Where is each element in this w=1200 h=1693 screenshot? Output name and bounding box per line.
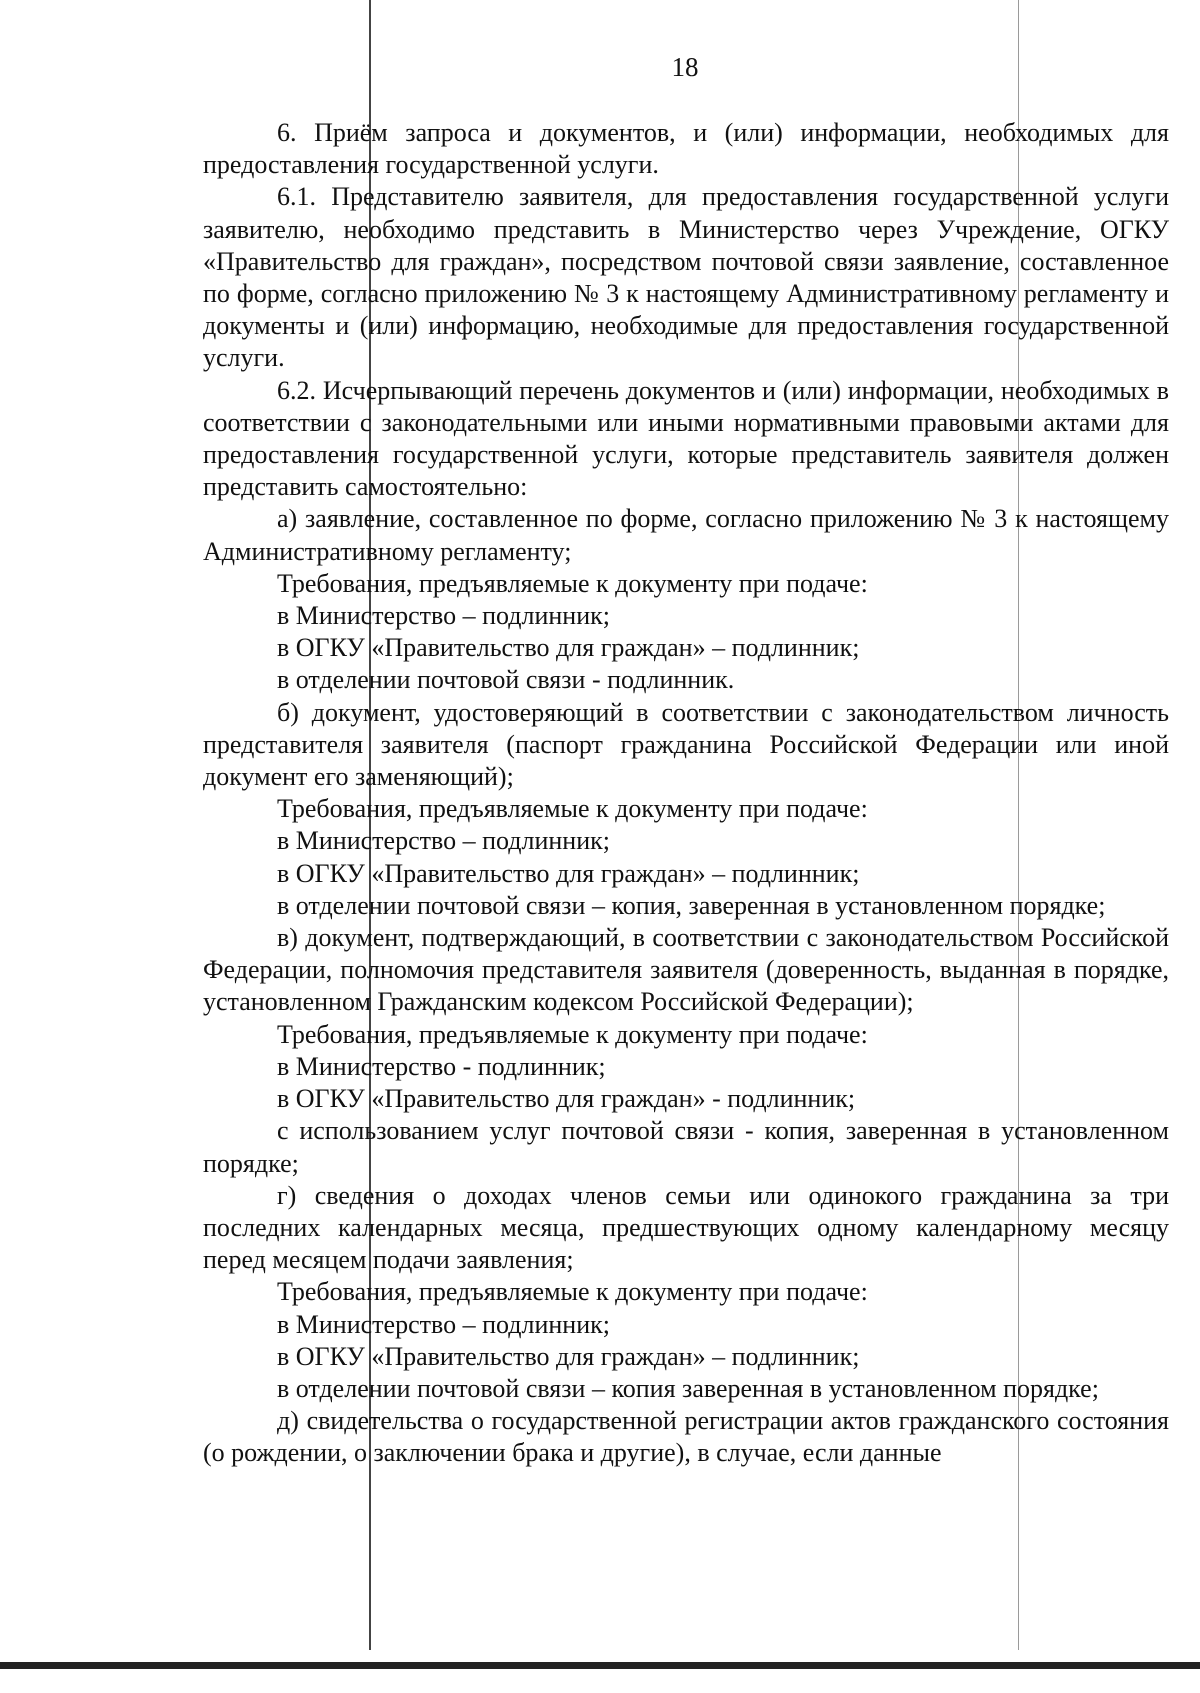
paragraph: в Министерство – подлинник;	[277, 601, 610, 631]
paragraph: в Министерство - подлинник;	[277, 1051, 606, 1081]
paragraph: в отделении почтовой связи – копия, заверенная в установленном порядке;	[277, 890, 1106, 920]
paragraph: в Министерство – подлинник;	[277, 826, 610, 856]
paragraph: г) сведения о доходах членов семьи или одинокого гражданина за три последних календарных месяца, предшествующих одному календарному месяцу перед месяцем подачи заявления;	[203, 1180, 1169, 1275]
page-bottom-edge	[0, 1662, 1200, 1669]
paragraph: Требования, предъявляемые к документу при подаче:	[277, 1277, 868, 1307]
paragraph: в ОГКУ «Правительство для граждан» – подлинник;	[277, 1341, 860, 1371]
paragraph: с использованием услуг почтовой связи - копия, заверенная в установленном порядке;	[203, 1116, 1169, 1178]
document-body	[203, 117, 1169, 1470]
paragraph: 6. Приём запроса и документов, и (или) информации, необходимых для предоставления государственной услуги.	[203, 118, 1169, 180]
paragraph: б) документ, удостоверяющий в соответствии с законодательством личность представителя заявителя (паспорт гражданина Российской Федерации или иной документ его заменяющий);	[203, 697, 1169, 792]
paragraph: в ОГКУ «Правительство для граждан» – подлинник;	[277, 633, 860, 663]
paragraph: Требования, предъявляемые к документу при подаче:	[277, 568, 868, 598]
paragraph: в) документ, подтверждающий, в соответствии с законодательством Российской Федерации, полномочия представителя заявителя (доверенность, выданная в порядке, установленном Гражданским кодексом Российской Федерации);	[203, 923, 1169, 1017]
paragraph: а) заявление, составленное по форме, согласно приложению № 3 к настоящему Административному регламенту;	[203, 504, 1169, 566]
paragraph: в ОГКУ «Правительство для граждан» - подлинник;	[277, 1084, 856, 1114]
paragraph: 6.2. Исчерпывающий перечень документов и (или) информации, необходимых в соответствии с законодательными или иными нормативными правовыми актами для предоставления государственной услуги, которые представитель заявителя должен представить самостоятельно:	[203, 375, 1169, 502]
paragraph: Требования, предъявляемые к документу при подаче:	[277, 794, 868, 824]
paragraph: в Министерство – подлинник;	[277, 1309, 610, 1339]
paragraph: в отделении почтовой связи - подлинник.	[277, 665, 735, 695]
paragraph: в ОГКУ «Правительство для граждан» – подлинник;	[277, 858, 860, 888]
paragraph: 6.1. Представителю заявителя, для предоставления государственной услуги заявителю, необходимо представить в Министерство через Учреждение, ОГКУ «Правительство для граждан», посредством почтовой связи заявление, составленное по форме, согласно приложению № 3 к настоящему Административному регламенту и документы и (или) информацию, необходимые для предоставления государственной услуги.	[203, 182, 1169, 373]
paragraph: в отделении почтовой связи – копия заверенная в установленном порядке;	[277, 1373, 1099, 1403]
paragraph: Требования, предъявляемые к документу при подаче:	[277, 1019, 868, 1049]
paragraph: д) свидетельства о государственной регистрации актов гражданского состояния (о рождении, о заключении брака и другие), в случае, если данные	[203, 1406, 1169, 1468]
page-number: 18	[671, 52, 699, 82]
